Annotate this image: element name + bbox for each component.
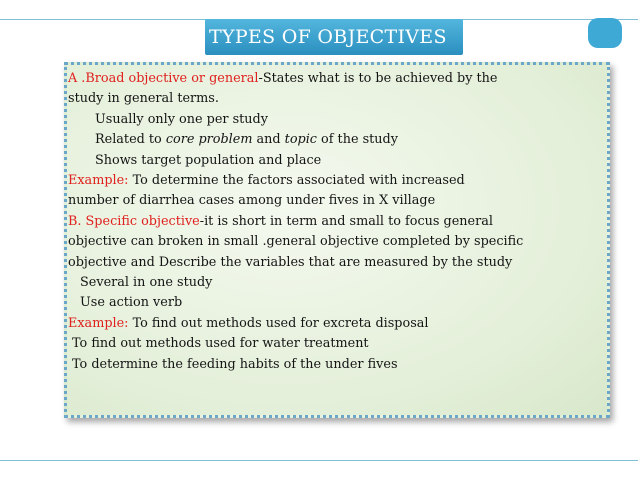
bullet-action-verb: Use action verb bbox=[80, 295, 183, 311]
line-example-1: Example: To determine the factors associated with increased bbox=[68, 173, 465, 189]
line-feeding-habits: To determine the feeding habits of the under fives bbox=[72, 356, 398, 372]
bottom-divider-line bbox=[0, 460, 638, 461]
line-9: objective can broken in small .general objective completed by specific bbox=[68, 234, 524, 250]
line-specific-objective: B. Specific objective-it is short in term and small to focus general bbox=[68, 213, 493, 229]
broad-objective-heading: A .Broad objective or general bbox=[68, 71, 259, 86]
bullet-related-to: Related to core problem and topic of the study bbox=[95, 132, 398, 148]
content-text bbox=[68, 69, 608, 375]
bullet-target-population: Shows target population and place bbox=[95, 152, 322, 168]
example-label: Example: bbox=[68, 173, 129, 189]
example-label: Example: bbox=[68, 315, 129, 331]
line-10: objective and Describe the variables that are measured by the study bbox=[68, 254, 513, 270]
slide-title: TYPES OF OBJECTIVES bbox=[209, 26, 447, 48]
bullet-several: Several in one study bbox=[80, 275, 213, 291]
specific-objective-heading: B. Specific objective bbox=[68, 213, 200, 229]
corner-decoration bbox=[588, 18, 622, 48]
title-banner bbox=[205, 19, 463, 55]
line-water-treatment: To find out methods used for water treatment bbox=[72, 336, 369, 352]
line-example-2: Example: To find out methods used for excreta disposal bbox=[68, 315, 429, 331]
line-2: study in general terms. bbox=[68, 91, 219, 107]
line-broad-objective: A .Broad objective or general-States what is to be achieved by the bbox=[68, 71, 498, 86]
bullet-one-per-study: Usually only one per study bbox=[95, 111, 268, 127]
line-7: number of diarrhea cases among under fives in X village bbox=[68, 193, 436, 209]
